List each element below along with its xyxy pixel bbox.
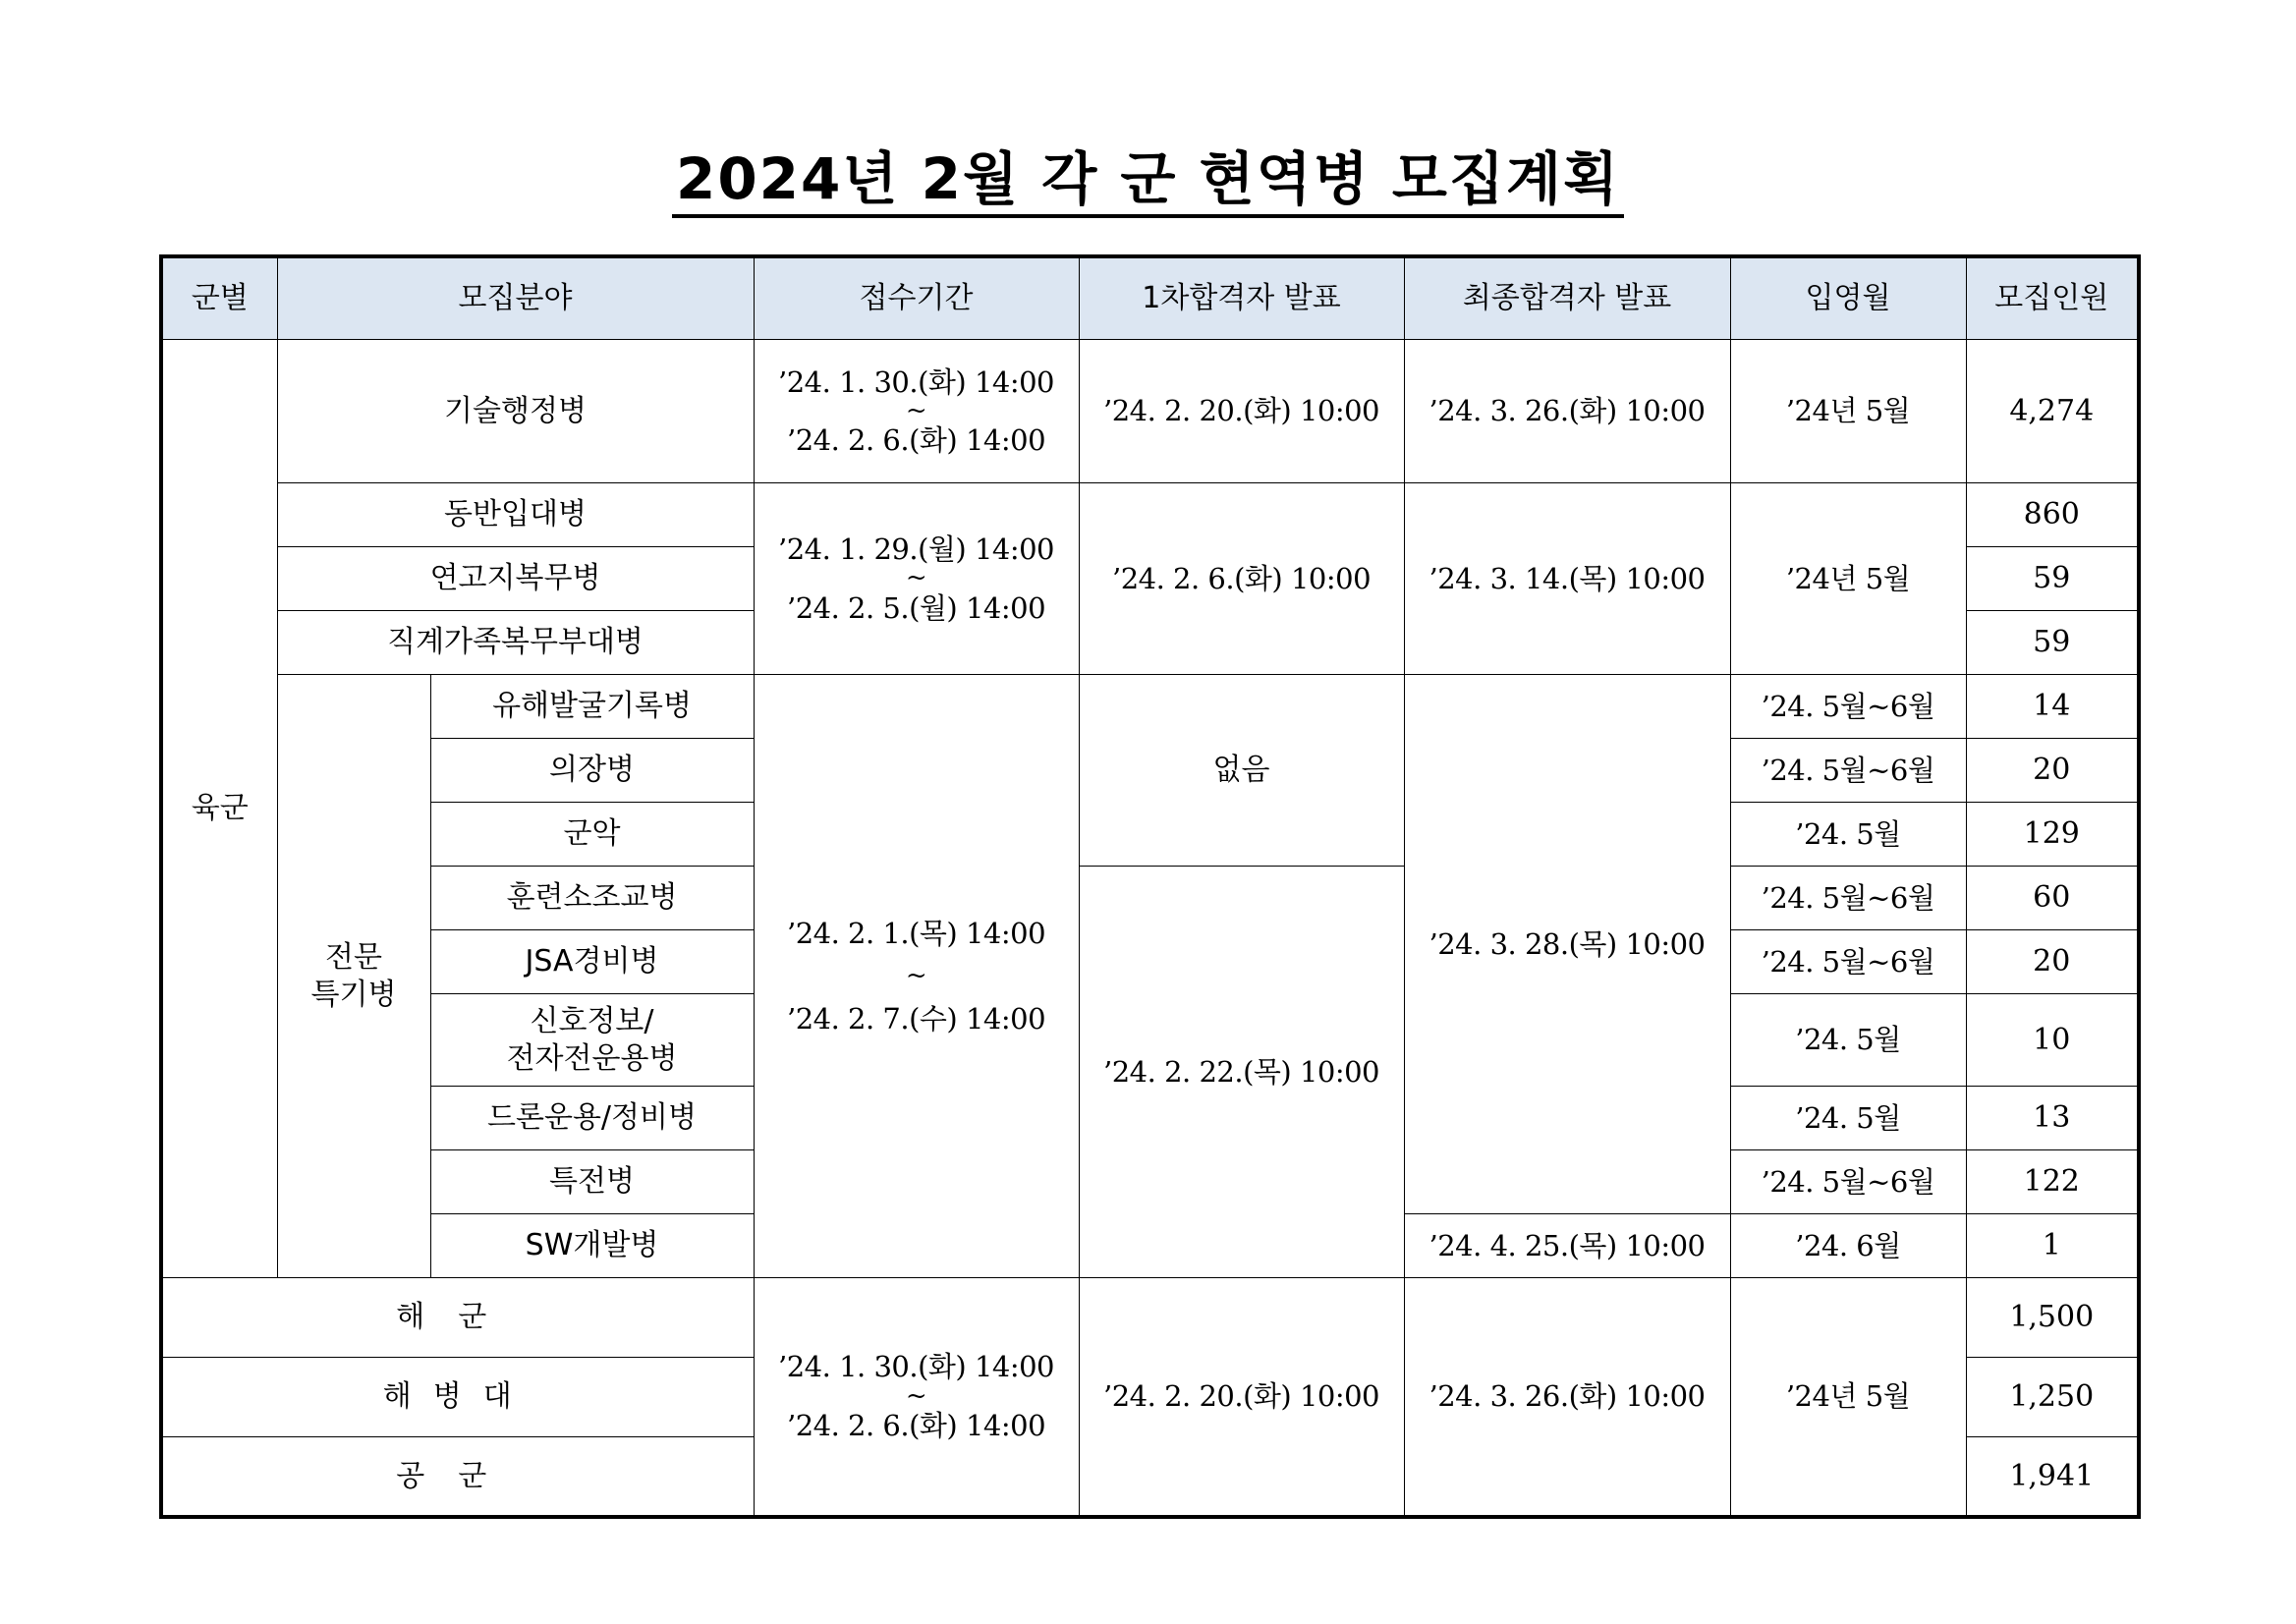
enlist-cell: ’24. 6월 xyxy=(1730,1214,1966,1278)
enlist-cell: ’24. 5월~6월 xyxy=(1730,930,1966,994)
final-announce-cell: ’24. 3. 14.(목) 10:00 xyxy=(1404,483,1730,675)
period-cell xyxy=(754,675,1079,1278)
enlist-cell: ’24. 5월~6월 xyxy=(1730,867,1966,930)
first-announce-cell: ’24. 2. 20.(화) 10:00 xyxy=(1079,340,1404,483)
count-cell: 60 xyxy=(1966,867,2139,930)
enlist-cell: ’24. 5월~6월 xyxy=(1730,1150,1966,1214)
enlist-cell: ’24. 5월 xyxy=(1730,803,1966,867)
period-tilde: ~ xyxy=(905,1380,927,1411)
field-cell: 연고지복무병 xyxy=(277,547,754,611)
count-cell: 4,274 xyxy=(1966,340,2139,483)
count-cell: 1,941 xyxy=(1966,1437,2139,1517)
field-cell: SW개발병 xyxy=(430,1214,754,1278)
table-row xyxy=(161,867,2139,930)
count-cell: 129 xyxy=(1966,803,2139,867)
branch-marines xyxy=(161,1358,754,1437)
count-cell: 1,250 xyxy=(1966,1358,2139,1437)
branch-name: 공군 xyxy=(396,1458,521,1493)
table-row xyxy=(161,483,2139,547)
special-label-line2: 특기병 xyxy=(310,977,397,1012)
branch-navy xyxy=(161,1278,754,1358)
header-row xyxy=(161,256,2139,340)
field-cell: 훈련소조교병 xyxy=(430,867,754,930)
final-announce-cell: ’24. 3. 26.(화) 10:00 xyxy=(1404,340,1730,483)
branch-name: 해군 xyxy=(396,1300,521,1335)
count-cell: 59 xyxy=(1966,611,2139,675)
field-cell: 기술행정병 xyxy=(277,340,754,483)
count-cell: 59 xyxy=(1966,547,2139,611)
header-branch: 군별 xyxy=(161,256,277,340)
count-cell: 20 xyxy=(1966,930,2139,994)
final-announce-cell: ’24. 4. 25.(목) 10:00 xyxy=(1404,1214,1730,1278)
enlist-cell: ’24년 5월 xyxy=(1730,340,1966,483)
final-announce-cell: ’24. 3. 28.(목) 10:00 xyxy=(1404,675,1730,1214)
field-cell: 직계가족복무부대병 xyxy=(277,611,754,675)
branch-army: 육군 xyxy=(161,340,277,1278)
enlist-cell: ’24년 5월 xyxy=(1730,483,1966,675)
first-announce-cell: ’24. 2. 22.(목) 10:00 xyxy=(1079,867,1404,1278)
final-announce-cell: ’24. 3. 26.(화) 10:00 xyxy=(1404,1278,1730,1517)
header-field: 모집분야 xyxy=(277,256,754,340)
count-cell: 1 xyxy=(1966,1214,2139,1278)
first-announce-cell: ’24. 2. 6.(화) 10:00 xyxy=(1079,483,1404,675)
field-cell: 유해발굴기록병 xyxy=(430,675,754,739)
count-cell: 20 xyxy=(1966,739,2139,803)
special-label-line1: 전문 xyxy=(325,940,382,975)
period-tilde: ~ xyxy=(905,563,927,593)
table-row xyxy=(161,675,2139,739)
header-first-announce: 1차합격자 발표 xyxy=(1079,256,1404,340)
count-cell: 860 xyxy=(1966,483,2139,547)
field-cell: JSA경비병 xyxy=(430,930,754,994)
period-end: ’24. 2. 5.(월) 14:00 xyxy=(786,590,1046,625)
field-cell: 군악 xyxy=(430,803,754,867)
header-final-announce: 최종합격자 발표 xyxy=(1404,256,1730,340)
first-announce-none: 없음 xyxy=(1079,675,1404,867)
field-cell: 드론운용/정비병 xyxy=(430,1087,754,1150)
period-end: ’24. 2. 6.(화) 14:00 xyxy=(786,423,1046,458)
period-cell xyxy=(754,340,1079,483)
field-cell xyxy=(430,994,754,1087)
period-end: ’24. 2. 6.(화) 14:00 xyxy=(786,1408,1046,1442)
field-line2: 전자전운용병 xyxy=(506,1040,678,1076)
period-cell xyxy=(754,483,1079,675)
table-row xyxy=(161,340,2139,483)
enlist-cell: ’24. 5월~6월 xyxy=(1730,675,1966,739)
table-row xyxy=(161,1278,2139,1358)
count-cell: 122 xyxy=(1966,1150,2139,1214)
special-label xyxy=(277,675,430,1278)
count-cell: 1,500 xyxy=(1966,1278,2139,1358)
count-cell: 14 xyxy=(1966,675,2139,739)
field-line1: 신호정보/ xyxy=(530,1004,654,1038)
enlist-cell: ’24. 5월~6월 xyxy=(1730,739,1966,803)
period-start: ’24. 1. 30.(화) 14:00 xyxy=(778,364,1055,399)
enlist-cell: ’24년 5월 xyxy=(1730,1278,1966,1517)
enlist-cell: ’24. 5월 xyxy=(1730,994,1966,1087)
page-title-text: 2024년 2월 각 군 현역병 모집계획 xyxy=(672,145,1624,218)
field-cell: 특전병 xyxy=(430,1150,754,1214)
header-period: 접수기간 xyxy=(754,256,1079,340)
header-count: 모집인원 xyxy=(1966,256,2139,340)
branch-airforce xyxy=(161,1437,754,1517)
header-enlist-month: 입영월 xyxy=(1730,256,1966,340)
period-start: ’24. 1. 30.(화) 14:00 xyxy=(778,1350,1055,1384)
period-end: ’24. 2. 7.(수) 14:00 xyxy=(786,1002,1046,1036)
period-start: ’24. 2. 1.(목) 14:00 xyxy=(786,916,1046,950)
count-cell: 13 xyxy=(1966,1087,2139,1150)
enlist-cell: ’24. 5월 xyxy=(1730,1087,1966,1150)
field-cell: 의장병 xyxy=(430,739,754,803)
first-announce-cell: ’24. 2. 20.(화) 10:00 xyxy=(1079,1278,1404,1517)
recruitment-table xyxy=(159,254,2141,1519)
period-tilde: ~ xyxy=(905,960,927,990)
period-tilde: ~ xyxy=(905,395,927,425)
count-cell: 10 xyxy=(1966,994,2139,1087)
field-cell: 동반입대병 xyxy=(277,483,754,547)
page-title xyxy=(0,133,2296,215)
period-start: ’24. 1. 29.(월) 14:00 xyxy=(778,532,1055,567)
period-cell xyxy=(754,1278,1079,1517)
branch-name: 해병대 xyxy=(382,1379,533,1415)
